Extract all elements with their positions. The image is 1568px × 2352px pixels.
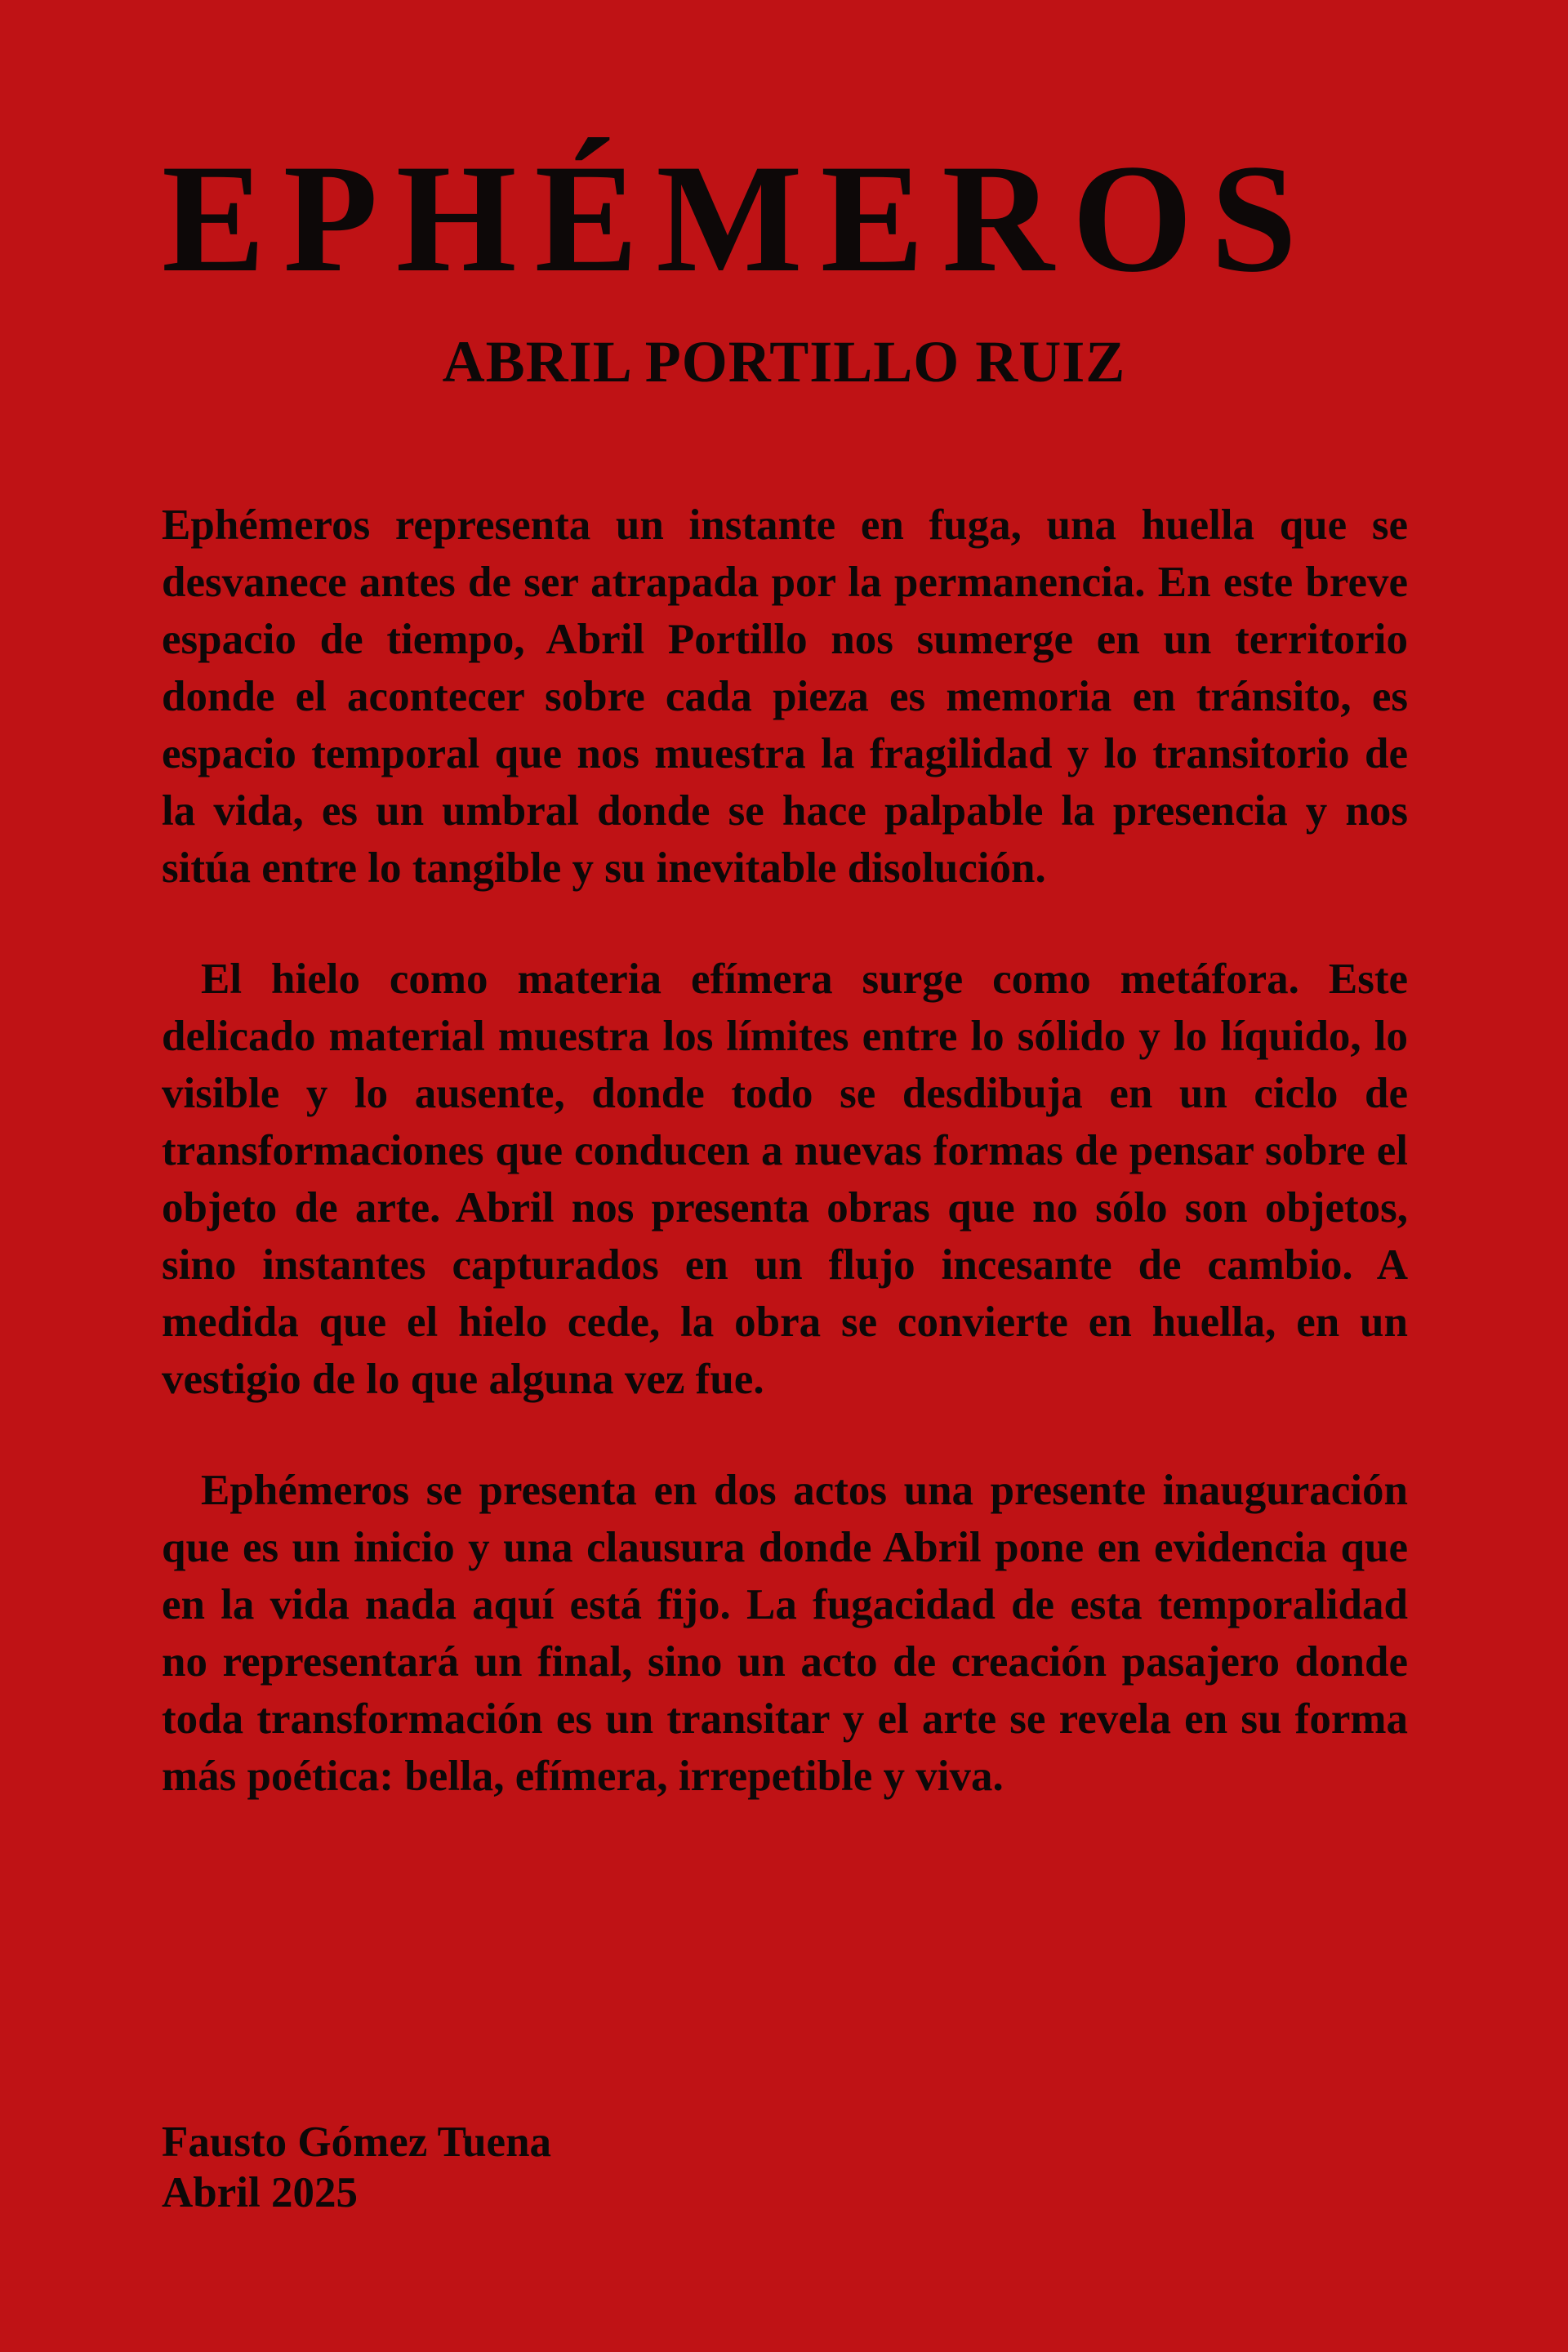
- signature-block: [162, 2117, 1408, 2218]
- document-title: EPHÉMEROS: [162, 133, 1316, 305]
- paragraph-2: El hielo como materia efímera surge como metáfora. Este delicado material muestra los límites entre lo sólido y lo líquido, lo visible y lo ausente, donde todo se desdibuja en un ciclo de transformaciones que conducen a nuevas formas de pensar sobre el objeto de arte. Abril nos presenta obras que no sólo son objetos, sino instantes capturados en un flujo incesante de cambio. A medida que el hielo cede, la obra se convierte en huella, en un vestigio de lo que alguna vez fue.: [162, 956, 1408, 1403]
- signature-date: Abril 2025: [162, 2169, 358, 2216]
- paragraph-1: Ephémeros representa un instante en fuga, una huella que se desvanece antes de ser atrapada por la permanencia. En este breve espacio de tiempo, Abril Portillo nos sumerge en un territorio donde el acontecer sobre cada pieza es memoria en tránsito, es espacio temporal que nos muestra la fragilidad y lo transitorio de la vida, es un umbral donde se hace palpable la presencia y nos sitúa entre lo tangible y su inevitable disolución.: [162, 501, 1408, 892]
- paragraph-3: Ephémeros se presenta en dos actos una presente inauguración que es un inicio y una clausura donde Abril pone en evidencia que en la vida nada aquí está fijo. La fugacidad de esta temporalidad no representará un final, sino un acto de creación pasajero donde toda transformación es un transitar y el arte se revela en su forma más poética: bella, efímera, irrepetible y viva.: [162, 1467, 1408, 1800]
- signature-name: Fausto Gómez Tuena: [162, 2118, 552, 2166]
- author-name: ABRIL PORTILLO RUIZ: [442, 329, 1126, 394]
- body-text: [162, 497, 1408, 1805]
